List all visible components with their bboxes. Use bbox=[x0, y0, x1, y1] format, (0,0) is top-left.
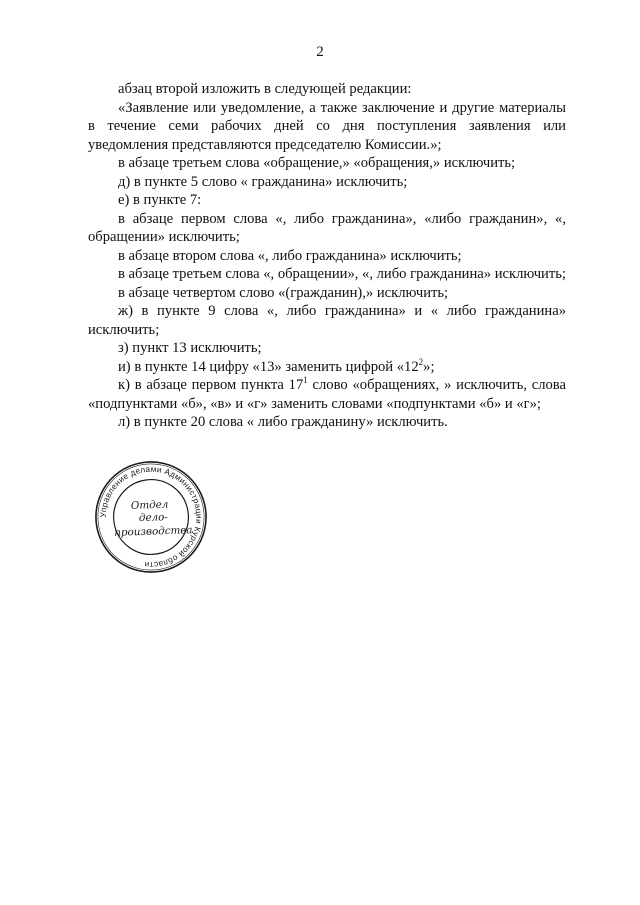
document-body bbox=[88, 80, 566, 432]
paragraph: в абзаце первом слова «, либо гражданина», «либо гражданин», «, обращении» исключить; bbox=[88, 210, 566, 245]
paragraph: ж) в пункте 9 слова «, либо гражданина» и « либо гражданина» исключить; bbox=[88, 303, 566, 338]
superscript: 2 bbox=[418, 356, 424, 367]
stamp-line-3: производства bbox=[114, 524, 193, 539]
office-stamp bbox=[92, 458, 210, 576]
paragraph-k-text: к) в абзаце первом пункта 17 bbox=[118, 377, 304, 393]
superscript: 1 bbox=[303, 375, 308, 386]
page-number: 2 bbox=[316, 44, 324, 60]
paragraph-k bbox=[88, 376, 566, 413]
paragraph: в абзаце третьем слова «обращение,» «обращения,» исключить; bbox=[118, 155, 516, 171]
paragraph: в абзаце третьем слова «, обращении», «, либо гражданина» исключить; bbox=[118, 266, 566, 282]
paragraph-i-text: и) в пункте 14 цифру «13» заменить цифрой «12 bbox=[118, 358, 419, 375]
stamp-line-2: дело- bbox=[138, 511, 169, 525]
paragraph: в абзаце втором слова «, либо гражданина» исключить; bbox=[118, 247, 462, 264]
paragraph-k-text-end: слово «обращениях, » исключить, слова «подпунктами «б», «в» и «г» заменить словами «подпунктами «б» и «г»; bbox=[88, 377, 566, 412]
paragraph-i bbox=[88, 358, 566, 377]
paragraph: в абзаце четвертом слово «(гражданин),» исключить; bbox=[118, 284, 449, 301]
paragraph: л) в пункте 20 слова « либо гражданину» исключить. bbox=[118, 414, 448, 430]
paragraph: «Заявление или уведомление, а также заключение и другие материалы в течение семи рабочих дней со дня поступления заявления или уведомления представляются председателю Комиссии.»; bbox=[88, 99, 566, 153]
paragraph-i-text-end: »; bbox=[423, 358, 435, 375]
stamp-line-1: Отдел bbox=[130, 498, 169, 512]
paragraph: д) в пункте 5 слово « гражданина» исключить; bbox=[118, 173, 408, 190]
paragraph: е) в пункте 7: bbox=[118, 192, 202, 208]
paragraph: абзац второй изложить в следующей редакции: bbox=[118, 81, 412, 97]
stamp-ring-text: Управление делами Администрации Курской области bbox=[98, 464, 204, 570]
paragraph: з) пункт 13 исключить; bbox=[118, 340, 262, 356]
